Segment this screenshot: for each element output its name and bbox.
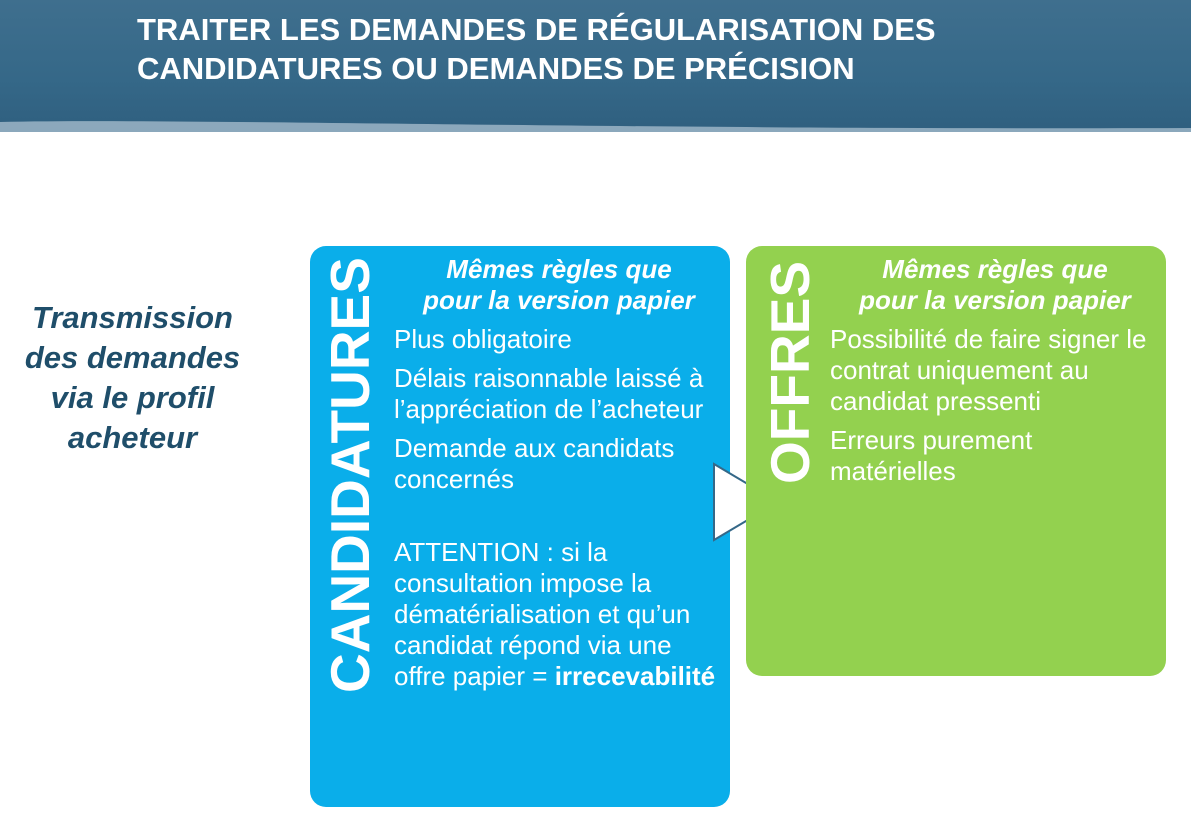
side-label (10, 298, 255, 458)
side-label-line-1: Transmission (31, 300, 233, 335)
offres-box (746, 246, 1166, 676)
side-label-line-4: acheteur (67, 420, 198, 455)
attention-bold: irrecevabilité (554, 661, 716, 691)
offres-heading (830, 254, 1160, 316)
candidatures-item-2: Délais raisonnable laissé à l’appréciation de l’acheteur (394, 363, 704, 424)
candidatures-heading (394, 254, 724, 316)
side-label-line-2: des demandes (24, 340, 241, 375)
offres-heading-line-1: Mêmes règles que (882, 254, 1108, 284)
offres-vertical-label: OFFRES (759, 260, 821, 484)
candidatures-item-1: Plus obligatoire (394, 324, 572, 354)
offres-item-2: Erreurs purement matérielles (830, 425, 1033, 486)
candidatures-vertical-label: CANDIDATURES (319, 257, 381, 693)
offres-heading-line-2: pour la version papier (859, 285, 1131, 315)
candidatures-heading-line-1: Mêmes règles que (446, 254, 672, 284)
page-title (137, 10, 936, 88)
offres-content (830, 254, 1160, 495)
title-line-1: TRAITER LES DEMANDES DE RÉGULARISATION DES (137, 12, 936, 47)
offres-item-1: Possibilité de faire signer le contrat uniquement au candidat pressenti (830, 324, 1147, 416)
side-label-line-3: via le profil (50, 380, 215, 415)
candidatures-attention (394, 537, 724, 692)
attention-text: ATTENTION : si la consultation impose la dématérialisation et qu’un candidat répond via une offre papier = (394, 537, 691, 691)
candidatures-heading-line-2: pour la version papier (423, 285, 695, 315)
candidatures-content (394, 254, 724, 692)
title-line-2: CANDIDATURES OU DEMANDES DE PRÉCISION (137, 51, 855, 86)
header-banner (0, 0, 1191, 132)
candidatures-item-3: Demande aux candidats concernés (394, 433, 675, 494)
candidatures-box (310, 246, 730, 807)
